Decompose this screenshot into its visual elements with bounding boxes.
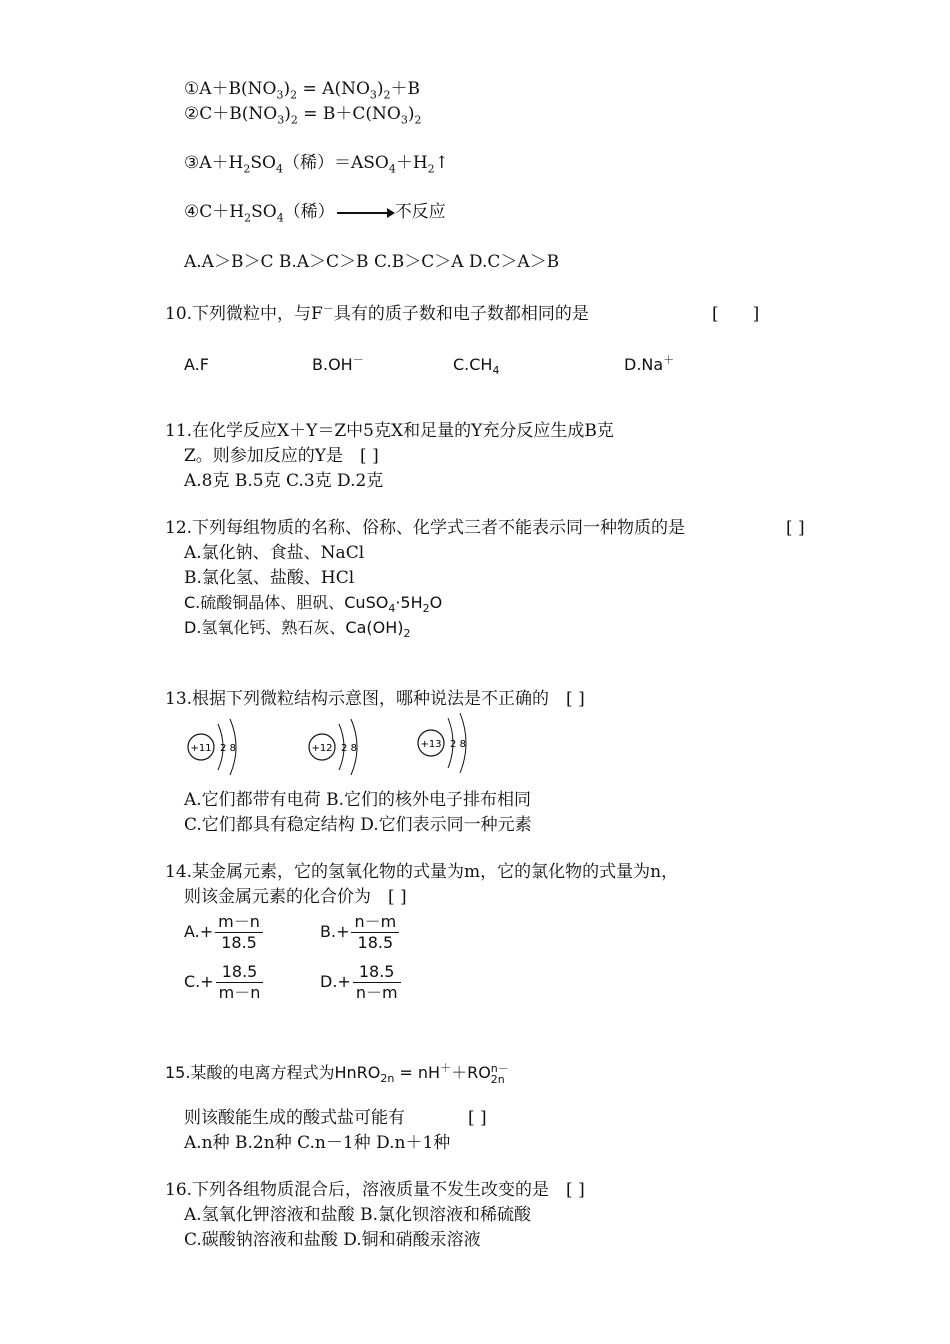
q12-option-d: D.氢氧化钙、熟石灰、$Ca(OH)_2$ (184, 618, 411, 641)
q10-option-b: B.OH－ (312, 353, 364, 374)
atom-3-shells: 2 8 (450, 739, 466, 750)
atom-diagram-1 (184, 716, 254, 778)
q10-option-d: D.Na＋ (624, 353, 675, 374)
q14-option-c: C.+ $\frac{18.5}{m-n}$ (184, 960, 263, 1004)
q16-stem: 16.下列各组物质混合后，溶液质量不发生改变的是 [ ] (165, 1180, 585, 1200)
q14-option-d: D.+ $\frac{18.5}{n-m}$ (320, 960, 401, 1004)
q11-line2: Z。则参加反应的Y是 [ ] (184, 446, 379, 466)
atom-2-nucleus: +12 (311, 743, 333, 754)
atom-1-nucleus: +11 (190, 743, 212, 754)
q12-option-b: B.氯化氢、盐酸、HCl (184, 568, 355, 588)
q10-option-c: $C.CH_4$ (453, 355, 500, 378)
q14-option-b: B.+ $\frac{n-m}{18.5}$ (320, 910, 399, 954)
equation-4: $④C+H_2SO_4$（稀） 不反应 (184, 202, 446, 225)
atom-diagram-2 (305, 716, 375, 778)
atom-3-nucleus: +13 (420, 739, 442, 750)
q16-options-line1: A.氢氧化钾溶液和盐酸 B.氯化钡溶液和稀硫酸 (184, 1205, 531, 1225)
q12-option-c: C.硫酸铜晶体、胆矾、$CuSO_4\cdot 5H_2O$ (184, 593, 443, 616)
q9-options: A.A＞B＞C B.A＞C＞B C.B＞C＞A D.C＞A＞B (184, 252, 560, 272)
q14-line1: 14.某金属元素，它的氢氧化物的式量为m，它的氯化物的式量为n， (165, 862, 679, 882)
q14-line2: 则该金属元素的化合价为 [ ] (184, 887, 407, 907)
q12-stem: 12.下列每组物质的名称、俗称、化学式三者不能表示同一种物质的是 (165, 518, 686, 538)
equation-3: $③A+H_2SO_4$（稀）$=ASO_4+H_2↑$ (184, 153, 449, 176)
q10-stem: 10.下列微粒中，与F－具有的质子数和电子数都相同的是 (165, 302, 589, 324)
atom-diagram-3 (414, 712, 484, 778)
q11-options: A.8克 B.5克 C.3克 D.2克 (184, 471, 384, 491)
q15-bracket: [ ] (468, 1108, 487, 1128)
q15-options: A.n种 B.2n种 C.n－1种 D.n＋1种 (184, 1133, 451, 1153)
q10-option-a: A.F (184, 355, 209, 374)
equation-2: $②C+B(NO_3)_2 = B+C(NO_3)_2$ (184, 104, 422, 127)
q15-line2: 则该酸能生成的酸式盐可能有 (184, 1108, 405, 1128)
atom-2-shells: 2 8 (341, 743, 357, 754)
q12-bracket: [ ] (786, 518, 805, 538)
equation-1: $①A+B(NO_3)_2 = A(NO_3)_2+B$ (184, 79, 421, 102)
q13-options-line1: A.它们都带有电荷 B.它们的核外电子排布相同 (184, 790, 531, 810)
atom-1-shells: 2 8 (220, 743, 236, 754)
q15-stem: 15.某酸的电离方程式为HnRO$_{2n}$ = nH＋＋RO n－ 2n (165, 1061, 509, 1086)
q14-option-a: A.+ $\frac{m-n}{18.5}$ (184, 910, 263, 954)
q12-option-a: A.氯化钠、食盐、NaCl (184, 543, 365, 563)
reaction-arrow-icon (337, 212, 393, 214)
q11-line1: 11.在化学反应X＋Y＝Z中5克X和足量的Y充分反应生成B克 (165, 421, 614, 441)
q10-bracket: [ ] (712, 304, 760, 324)
q16-options-line2: C.碳酸钠溶液和盐酸 D.铜和硝酸汞溶液 (184, 1230, 481, 1250)
q13-stem: 13.根据下列微粒结构示意图，哪种说法是不正确的 [ ] (165, 689, 585, 709)
q13-options-line2: C.它们都具有稳定结构 D.它们表示同一种元素 (184, 815, 532, 835)
